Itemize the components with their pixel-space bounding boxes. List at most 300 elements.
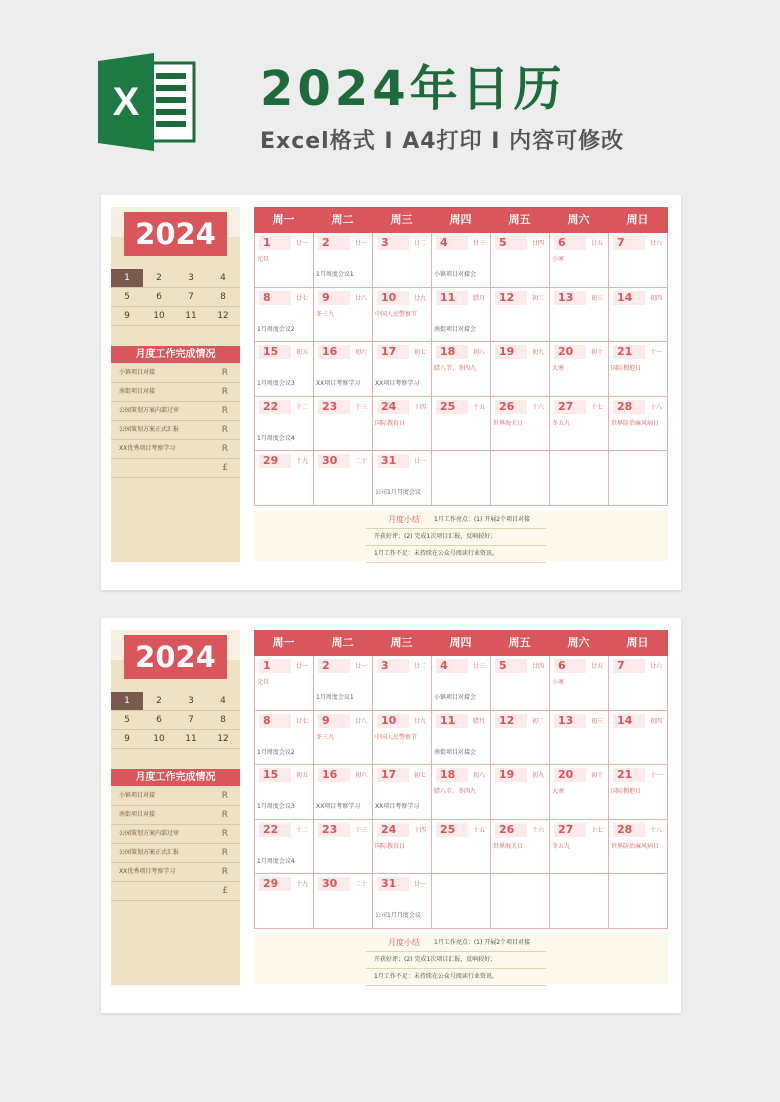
lunar-date: 十二 bbox=[295, 826, 308, 834]
day-number: 4 bbox=[436, 659, 468, 673]
lunar-date: 廿四 bbox=[531, 663, 544, 670]
day-number: 1 bbox=[259, 236, 291, 250]
lunar-date: 初七 bbox=[413, 772, 426, 779]
holiday-label: 小寒 bbox=[552, 679, 565, 686]
calendar-week-row bbox=[255, 233, 668, 288]
year-label: 2024 bbox=[124, 212, 227, 256]
summary-line-1: 1月工作亮点：(1) 开展2个项目对接 bbox=[434, 516, 531, 523]
calendar-week-row bbox=[255, 656, 668, 711]
lunar-date: 廿一 bbox=[295, 240, 308, 247]
lunar-date: 初三 bbox=[590, 294, 603, 302]
month-button-6[interactable]: 6 bbox=[156, 715, 162, 725]
task-checkbox[interactable]: £ bbox=[222, 886, 228, 896]
weekday-label: 周六 bbox=[567, 636, 590, 649]
month-row bbox=[111, 307, 240, 326]
task-checkbox[interactable]: R bbox=[221, 368, 228, 378]
event-label: XX项目考察学习 bbox=[375, 380, 420, 387]
day-number: 3 bbox=[377, 236, 409, 250]
month-button-4[interactable]: 4 bbox=[220, 696, 226, 706]
lunar-date: 初七 bbox=[413, 349, 426, 356]
task-name: 小镇项目对接 bbox=[119, 792, 156, 799]
day-number: 6 bbox=[554, 236, 586, 250]
lunar-date: 初四 bbox=[649, 717, 662, 725]
task-checkbox[interactable]: R bbox=[221, 829, 228, 839]
page-title: 2024年日历 bbox=[260, 61, 566, 117]
monthly-summary bbox=[254, 934, 668, 984]
task-row bbox=[111, 402, 240, 421]
summary-label: 月度小结 bbox=[388, 938, 420, 947]
day-number: 14 bbox=[613, 291, 645, 305]
day-number: 27 bbox=[554, 400, 586, 414]
event-label: 公司1月月度会议 bbox=[375, 489, 421, 496]
day-number: 17 bbox=[377, 768, 409, 782]
month-button-11[interactable]: 11 bbox=[185, 311, 197, 321]
holiday-label: 大寒 bbox=[552, 788, 565, 795]
calendar-day-cell[interactable] bbox=[314, 233, 373, 287]
day-number: 7 bbox=[613, 236, 645, 250]
lunar-date: 廿三 bbox=[472, 663, 485, 670]
lunar-date: 二十 bbox=[354, 881, 367, 888]
lunar-date: 初六 bbox=[354, 772, 367, 779]
day-number: 21 bbox=[613, 768, 645, 782]
weekday-header bbox=[254, 630, 668, 656]
weekday-label: 周六 bbox=[567, 213, 590, 226]
lunar-date: 廿九 bbox=[413, 717, 426, 725]
month-row bbox=[111, 730, 240, 749]
event-label: XX项目考察学习 bbox=[316, 803, 361, 810]
lunar-date: 初四 bbox=[649, 294, 662, 302]
weekday-label: 周日 bbox=[626, 636, 649, 649]
lunar-date: 初八 bbox=[472, 349, 485, 356]
lunar-date: 十四 bbox=[413, 403, 426, 411]
calendar-day-cell[interactable] bbox=[550, 765, 609, 819]
day-number: 24 bbox=[377, 400, 409, 414]
calendar-day-cell[interactable] bbox=[491, 233, 550, 287]
task-row bbox=[111, 440, 240, 459]
day-number: 30 bbox=[318, 877, 350, 891]
calendar-week-row bbox=[255, 342, 668, 397]
lunar-date: 廿八 bbox=[354, 717, 367, 725]
task-name: 南街项目对接 bbox=[119, 811, 156, 818]
calendar-day-cell[interactable] bbox=[255, 656, 314, 710]
month-button-6[interactable]: 6 bbox=[156, 292, 162, 302]
event-label: XX项目考察学习 bbox=[316, 380, 361, 387]
task-name: 公园策划方案正式汇报 bbox=[119, 849, 180, 856]
calendar-day-cell[interactable] bbox=[373, 765, 432, 819]
event-label: 1月周度会议1 bbox=[316, 694, 354, 701]
calendar-day-cell[interactable] bbox=[491, 288, 550, 342]
lunar-date: 初六 bbox=[354, 349, 367, 356]
task-row bbox=[111, 882, 240, 901]
calendar-day-cell[interactable] bbox=[255, 820, 314, 874]
day-number: 13 bbox=[554, 714, 586, 728]
event-label: 1月周度会议3 bbox=[257, 380, 295, 387]
calendar-day-cell[interactable] bbox=[491, 656, 550, 710]
task-row bbox=[111, 421, 240, 440]
sidebar bbox=[111, 630, 240, 985]
month-selector bbox=[111, 269, 240, 326]
task-checkbox[interactable]: R bbox=[221, 387, 228, 397]
lunar-date: 廿一 bbox=[295, 663, 308, 670]
summary-line-3: 1月工作不足：未持续在公众号阅读行业资讯。 bbox=[374, 550, 498, 557]
weekday-label: 周日 bbox=[626, 213, 649, 226]
month-button-10[interactable]: 10 bbox=[153, 734, 165, 744]
day-number: 12 bbox=[495, 714, 527, 728]
lunar-date: 腊月 bbox=[472, 294, 485, 302]
holiday-label: 国际拥抱日 bbox=[611, 788, 642, 795]
month-row bbox=[111, 269, 240, 288]
lunar-date: 廿五 bbox=[590, 663, 603, 670]
month-button-1[interactable]: 1 bbox=[111, 692, 143, 710]
lunar-date: 初三 bbox=[590, 717, 603, 725]
lunar-date: 十六 bbox=[531, 403, 544, 411]
calendar-day-cell[interactable] bbox=[609, 233, 668, 287]
calendar-day-cell[interactable] bbox=[491, 820, 550, 874]
calendar-day-cell[interactable] bbox=[609, 656, 668, 710]
holiday-label: 冬三九 bbox=[316, 310, 335, 318]
task-name: XX优秀项目考察学习 bbox=[119, 868, 176, 875]
task-checkbox[interactable]: R bbox=[221, 810, 228, 820]
weekday-label: 周五 bbox=[508, 213, 531, 226]
holiday-label: 冬三九 bbox=[316, 733, 335, 741]
task-checkbox[interactable]: R bbox=[221, 867, 228, 877]
holiday-label: 中国人民警察节 bbox=[375, 733, 418, 741]
lunar-date: 初十 bbox=[590, 772, 603, 779]
lunar-date: 十四 bbox=[413, 826, 426, 834]
month-button-5[interactable]: 5 bbox=[124, 715, 130, 725]
day-number: 13 bbox=[554, 291, 586, 305]
month-button-3[interactable]: 3 bbox=[188, 273, 194, 283]
lunar-date: 廿二 bbox=[413, 240, 426, 247]
day-number: 23 bbox=[318, 823, 350, 837]
task-row bbox=[111, 383, 240, 402]
task-name: 南街项目对接 bbox=[119, 388, 156, 395]
day-number: 4 bbox=[436, 236, 468, 250]
event-label: 南街项目对接会 bbox=[434, 748, 477, 756]
month-button-11[interactable]: 11 bbox=[185, 734, 197, 744]
day-number: 11 bbox=[436, 291, 468, 305]
day-number: 16 bbox=[318, 768, 350, 782]
day-number: 30 bbox=[318, 454, 350, 468]
lunar-date: 十九 bbox=[295, 881, 308, 888]
banner-header bbox=[0, 0, 780, 185]
calendar-day-cell[interactable] bbox=[491, 342, 550, 396]
lunar-date: 廿七 bbox=[295, 717, 308, 725]
day-number: 14 bbox=[613, 714, 645, 728]
lunar-date: 十六 bbox=[531, 826, 544, 834]
page-subtitle: Excel格式 I A4打印 I 内容可修改 bbox=[260, 129, 625, 154]
day-number: 26 bbox=[495, 400, 527, 414]
lunar-date: 二十 bbox=[354, 458, 367, 465]
day-number: 15 bbox=[259, 345, 291, 359]
calendar-day-cell[interactable] bbox=[314, 288, 373, 342]
task-row bbox=[111, 787, 240, 806]
day-number: 1 bbox=[259, 659, 291, 673]
day-number: 31 bbox=[377, 454, 409, 468]
lunar-date: 廿三 bbox=[472, 240, 485, 247]
lunar-date: 廿六 bbox=[649, 663, 662, 670]
day-number: 25 bbox=[436, 400, 468, 414]
weekday-label: 周三 bbox=[390, 636, 413, 649]
calendar-day-cell[interactable] bbox=[550, 342, 609, 396]
calendar-day-cell[interactable] bbox=[314, 656, 373, 710]
calendar-day-cell[interactable] bbox=[255, 711, 314, 765]
month-button-7[interactable]: 7 bbox=[188, 715, 194, 725]
lunar-date: 廿四 bbox=[531, 240, 544, 247]
day-number: 11 bbox=[436, 714, 468, 728]
calendar-day-cell[interactable] bbox=[373, 874, 432, 928]
weekday-label: 周一 bbox=[272, 213, 295, 226]
calendar-day-cell[interactable] bbox=[373, 397, 432, 451]
calendar-day-cell[interactable] bbox=[255, 874, 314, 928]
calendar-day-cell[interactable] bbox=[314, 711, 373, 765]
event-label: 小镇项目对接会 bbox=[434, 271, 477, 278]
day-number: 31 bbox=[377, 877, 409, 891]
calendar-day-cell[interactable] bbox=[609, 820, 668, 874]
calendar-day-cell[interactable] bbox=[432, 397, 491, 451]
day-number: 12 bbox=[495, 291, 527, 305]
day-number: 7 bbox=[613, 659, 645, 673]
holiday-label: 国际拥抱日 bbox=[611, 365, 642, 372]
event-label: 1月周度会议2 bbox=[257, 325, 295, 333]
lunar-date: 十九 bbox=[295, 458, 308, 465]
weekday-label: 周四 bbox=[449, 213, 472, 226]
holiday-label: 世界防治麻风病日 bbox=[611, 842, 660, 850]
monthly-summary bbox=[254, 511, 668, 561]
day-number: 15 bbox=[259, 768, 291, 782]
calendar-day-cell[interactable] bbox=[432, 451, 491, 505]
calendar-day-cell[interactable] bbox=[373, 820, 432, 874]
calendar-day-cell[interactable] bbox=[432, 874, 491, 928]
holiday-label: 元旦 bbox=[257, 256, 270, 263]
year-label: 2024 bbox=[124, 635, 227, 679]
day-number: 2 bbox=[318, 659, 350, 673]
day-number: 29 bbox=[259, 877, 291, 891]
day-number: 26 bbox=[495, 823, 527, 837]
day-number: 19 bbox=[495, 345, 527, 359]
lunar-date: 十五 bbox=[472, 403, 485, 411]
calendar-week-row bbox=[255, 397, 668, 452]
task-section-header: 月度工作完成情况 bbox=[111, 346, 240, 363]
summary-line-3: 1月工作不足：未持续在公众号阅读行业资讯。 bbox=[374, 973, 498, 980]
day-number: 18 bbox=[436, 345, 468, 359]
calendar-day-cell[interactable] bbox=[255, 765, 314, 819]
weekday-label: 周三 bbox=[390, 213, 413, 226]
month-button-2[interactable]: 2 bbox=[156, 696, 162, 706]
calendar-day-cell[interactable] bbox=[609, 397, 668, 451]
event-label: 小镇项目对接会 bbox=[434, 694, 477, 701]
month-row bbox=[111, 711, 240, 730]
day-number: 28 bbox=[613, 823, 645, 837]
day-number: 27 bbox=[554, 823, 586, 837]
holiday-label: 冬五九 bbox=[552, 419, 571, 427]
holiday-label: 腊八节、冬四九 bbox=[434, 365, 477, 372]
calendar-day-cell[interactable] bbox=[491, 451, 550, 505]
day-number: 8 bbox=[259, 291, 291, 305]
calendar-week-row bbox=[255, 288, 668, 343]
calendar-day-cell[interactable] bbox=[609, 765, 668, 819]
month-button-10[interactable]: 10 bbox=[153, 311, 165, 321]
day-number: 2 bbox=[318, 236, 350, 250]
calendar-day-cell[interactable] bbox=[432, 711, 491, 765]
day-number: 28 bbox=[613, 400, 645, 414]
weekday-label: 周二 bbox=[331, 213, 354, 226]
calendar-day-cell[interactable] bbox=[314, 451, 373, 505]
month-button-4[interactable]: 4 bbox=[220, 273, 226, 283]
task-checkbox[interactable]: R bbox=[221, 425, 228, 435]
lunar-date: 十二 bbox=[295, 403, 308, 411]
calendar-day-cell[interactable] bbox=[432, 233, 491, 287]
month-button-2[interactable]: 2 bbox=[156, 273, 162, 283]
day-number: 6 bbox=[554, 659, 586, 673]
day-number: 3 bbox=[377, 659, 409, 673]
calendar-day-cell[interactable] bbox=[491, 765, 550, 819]
calendar-day-cell[interactable] bbox=[609, 288, 668, 342]
month-button-9[interactable]: 9 bbox=[124, 734, 130, 744]
summary-line-2: 开获好评；(2) 完成1次项目汇报，反响较好； bbox=[374, 533, 497, 540]
calendar-day-cell[interactable] bbox=[609, 342, 668, 396]
task-list bbox=[111, 364, 240, 478]
holiday-label: 中国人民警察节 bbox=[375, 310, 418, 318]
calendar-day-cell[interactable] bbox=[550, 874, 609, 928]
event-label: 1月周度会议2 bbox=[257, 748, 295, 756]
lunar-date: 十七 bbox=[590, 826, 603, 834]
lunar-date: 初二 bbox=[531, 294, 544, 302]
day-number: 18 bbox=[436, 768, 468, 782]
day-number: 16 bbox=[318, 345, 350, 359]
calendar-day-cell[interactable] bbox=[255, 288, 314, 342]
lunar-date: 十一 bbox=[649, 349, 662, 356]
holiday-label: 世界海关日 bbox=[493, 842, 524, 850]
calendar-page-2 bbox=[101, 618, 681, 1013]
calendar-day-cell[interactable] bbox=[314, 342, 373, 396]
calendar-day-cell[interactable] bbox=[432, 288, 491, 342]
weekday-header bbox=[254, 207, 668, 233]
calendar-day-cell[interactable] bbox=[255, 397, 314, 451]
day-number: 5 bbox=[495, 236, 527, 250]
lunar-date: 廿六 bbox=[649, 240, 662, 247]
calendar-day-cell[interactable] bbox=[550, 288, 609, 342]
holiday-label: 小寒 bbox=[552, 256, 565, 263]
lunar-date: 廿一 bbox=[413, 881, 426, 888]
calendar-day-cell[interactable] bbox=[550, 820, 609, 874]
lunar-date: 初十 bbox=[590, 349, 603, 356]
calendar-day-cell[interactable] bbox=[550, 233, 609, 287]
day-number: 8 bbox=[259, 714, 291, 728]
calendar-day-cell[interactable] bbox=[373, 656, 432, 710]
lunar-date: 初五 bbox=[295, 349, 308, 356]
event-label: 南街项目对接会 bbox=[434, 325, 477, 333]
calendar-day-cell[interactable] bbox=[314, 765, 373, 819]
task-name: 公园策划方案内部过审 bbox=[119, 830, 180, 837]
calendar-grid bbox=[254, 207, 668, 506]
calendar-day-cell[interactable] bbox=[373, 451, 432, 505]
task-checkbox[interactable]: £ bbox=[222, 463, 228, 473]
calendar-day-cell[interactable] bbox=[550, 451, 609, 505]
calendar-day-cell[interactable] bbox=[609, 711, 668, 765]
excel-logo-icon bbox=[98, 53, 198, 151]
calendar-day-cell[interactable] bbox=[550, 397, 609, 451]
event-label: 1月周度会议4 bbox=[257, 857, 295, 865]
calendar-day-cell[interactable] bbox=[609, 874, 668, 928]
day-number: 24 bbox=[377, 823, 409, 837]
month-button-8[interactable]: 8 bbox=[220, 292, 226, 302]
calendar-day-cell[interactable] bbox=[373, 288, 432, 342]
task-checkbox[interactable]: R bbox=[221, 791, 228, 801]
task-checkbox[interactable]: R bbox=[221, 406, 228, 416]
calendar-day-cell[interactable] bbox=[255, 233, 314, 287]
lunar-date: 初九 bbox=[531, 349, 544, 356]
calendar-day-cell[interactable] bbox=[373, 233, 432, 287]
month-button-1[interactable]: 1 bbox=[111, 269, 143, 287]
day-number: 20 bbox=[554, 768, 586, 782]
calendar-week-row bbox=[255, 765, 668, 820]
lunar-date: 初八 bbox=[472, 772, 485, 779]
task-name: XX优秀项目考察学习 bbox=[119, 445, 176, 452]
month-button-8[interactable]: 8 bbox=[220, 715, 226, 725]
calendar-day-cell[interactable] bbox=[432, 765, 491, 819]
day-number: 25 bbox=[436, 823, 468, 837]
calendar-day-cell[interactable] bbox=[550, 656, 609, 710]
calendar-day-cell[interactable] bbox=[432, 342, 491, 396]
calendar-day-cell[interactable] bbox=[373, 711, 432, 765]
task-section-header: 月度工作完成情况 bbox=[111, 769, 240, 786]
lunar-date: 十三 bbox=[354, 403, 367, 411]
calendar-day-cell[interactable] bbox=[373, 342, 432, 396]
month-button-7[interactable]: 7 bbox=[188, 292, 194, 302]
calendar-day-cell[interactable] bbox=[491, 711, 550, 765]
calendar-day-cell[interactable] bbox=[491, 397, 550, 451]
month-button-12[interactable]: 12 bbox=[217, 734, 229, 744]
month-button-5[interactable]: 5 bbox=[124, 292, 130, 302]
calendar-day-cell[interactable] bbox=[432, 656, 491, 710]
lunar-date: 廿八 bbox=[354, 294, 367, 302]
task-name: 公园策划方案正式汇报 bbox=[119, 426, 180, 433]
calendar-day-cell[interactable] bbox=[550, 711, 609, 765]
lunar-date: 初五 bbox=[295, 772, 308, 779]
calendar-day-cell[interactable] bbox=[314, 874, 373, 928]
calendar-day-cell[interactable] bbox=[314, 397, 373, 451]
calendar-week-row bbox=[255, 820, 668, 875]
lunar-date: 十一 bbox=[649, 772, 662, 779]
month-button-3[interactable]: 3 bbox=[188, 696, 194, 706]
weekday-label: 周四 bbox=[449, 636, 472, 649]
calendar-day-cell[interactable] bbox=[255, 342, 314, 396]
lunar-date: 廿九 bbox=[413, 294, 426, 302]
summary-line-2: 开获好评；(2) 完成1次项目汇报，反响较好； bbox=[374, 956, 497, 963]
month-button-9[interactable]: 9 bbox=[124, 311, 130, 321]
calendar-day-cell[interactable] bbox=[609, 451, 668, 505]
calendar-day-cell[interactable] bbox=[432, 820, 491, 874]
calendar-day-cell[interactable] bbox=[314, 820, 373, 874]
task-checkbox[interactable]: R bbox=[221, 848, 228, 858]
day-number: 29 bbox=[259, 454, 291, 468]
task-row bbox=[111, 364, 240, 383]
calendar-day-cell[interactable] bbox=[255, 451, 314, 505]
calendar-day-cell[interactable] bbox=[491, 874, 550, 928]
lunar-date: 十八 bbox=[649, 826, 662, 834]
lunar-date: 十八 bbox=[649, 403, 662, 411]
month-button-12[interactable]: 12 bbox=[217, 311, 229, 321]
task-checkbox[interactable]: R bbox=[221, 444, 228, 454]
calendar-page-1 bbox=[101, 195, 681, 590]
weekday-label: 周一 bbox=[272, 636, 295, 649]
lunar-date: 廿七 bbox=[295, 294, 308, 302]
day-number: 9 bbox=[318, 714, 350, 728]
holiday-label: 腊八节、冬四九 bbox=[434, 788, 477, 795]
holiday-label: 国际教育日 bbox=[375, 842, 406, 850]
lunar-date: 廿五 bbox=[590, 240, 603, 247]
